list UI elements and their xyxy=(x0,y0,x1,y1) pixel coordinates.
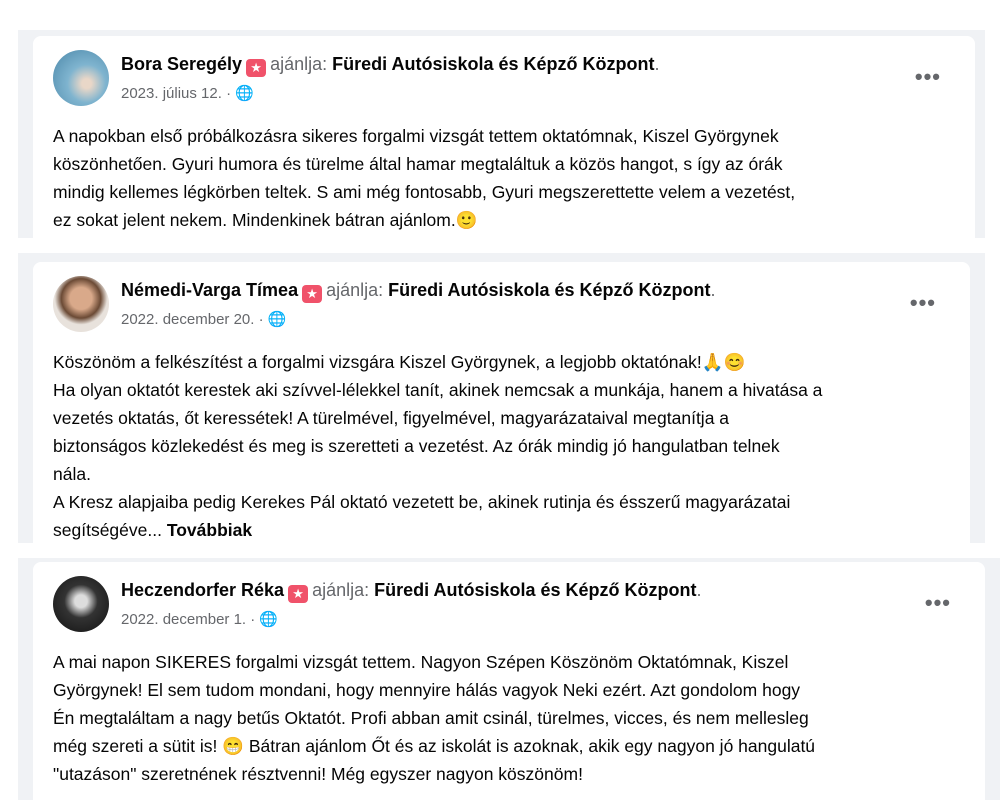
author-name[interactable]: Bora Seregély xyxy=(121,54,243,74)
avatar[interactable] xyxy=(53,576,109,632)
author-name[interactable]: Heczendorfer Réka xyxy=(121,580,285,600)
globe-icon: 🌐 xyxy=(235,85,254,102)
more-options-button[interactable]: ••• xyxy=(909,290,936,315)
avatar[interactable] xyxy=(53,276,109,332)
recommends-label: ajánlja: xyxy=(326,280,384,300)
recommend-star-icon: ★ xyxy=(246,59,266,77)
more-options-button[interactable]: ••• xyxy=(914,64,941,89)
post-date[interactable]: 2023. július 12. · xyxy=(121,85,232,102)
review-card: Bora Seregély ★ ajánlja: Füredi Autósiskola és Képző Központ. 2023. július 12. · 🌐 ••• A napokban első próbálkozásra sikeres forgalmi vizsgát tettem oktatómnak, Kiszel Györgynek köszönhetően. Gyuri humora és türelme által hamar megtaláltuk a közös hangot, s így az órák mindig kellemes légkörben teltek. S ami még fontosabb, Gyuri megszerettette velem a vezetést, ez sokat jelent nekem. Mindenkinek bátran ajánlom.🙂 xyxy=(33,36,975,238)
author-name[interactable]: Némedi-Varga Tímea xyxy=(121,280,299,300)
review-card: Heczendorfer Réka ★ ajánlja: Füredi Autósiskola és Képző Központ. 2022. december 1. · 🌐 ••• A mai napon SIKERES forgalmi vizsgát tettem. Nagyon Szépen Köszönöm Oktatómnak, Kiszel Györgynek! El sem tudom mondani, hogy mennyire hálás vagyok Neki ezért. Azt gondolom hogy Én megtaláltam a nagy betűs Oktatót. Profi abban amit csinál, türelmes, vicces, és nem mellesleg még szereti a sütit is! 😁 Bátran ajánlom Őt és az iskolát is azoknak, akik egy nagyon jó hangulatú "utazáson" szeretnének résztvenni! Még egyszer nagyon köszönöm! xyxy=(33,562,985,800)
review-text xyxy=(53,348,950,543)
globe-icon: 🌐 xyxy=(259,611,279,628)
more-options-button[interactable]: ••• xyxy=(924,590,951,615)
post-date[interactable]: 2022. december 20. · xyxy=(121,311,264,328)
review-screenshot-2 xyxy=(18,253,985,543)
page-link[interactable]: Füredi Autósiskola és Képző Központ xyxy=(332,54,655,74)
review-card: Némedi-Varga Tímea ★ ajánlja: Füredi Autósiskola és Képző Központ. 2022. december 20. · 🌐 ••• Köszönöm a felkészítést a forgalmi vizsgára Kiszel Györgynek, a legjobb oktatónak!🙏😊 Ha olyan oktatót kerestek aki szívvel-lélekkel tanít, akinek nemcsak a munkája, hanem a hivatása a vezetés oktatás, őt keressétek! A türelmével, figyelmével, magyarázataival megtanítja a biztonságos közlekedést és meg is szeretteti a vezetést. Az órák mindig jó hangulatban telnek nála. A Kresz alapjaiba pedig Kerekes Pál oktató vezetett be, akinek rutinja és ésszerű magyarázatai segítségéve... Továbbiak xyxy=(33,262,970,543)
review-screenshot-3 xyxy=(18,558,1000,800)
post-date[interactable]: 2022. december 1. · xyxy=(121,611,256,628)
recommend-star-icon: ★ xyxy=(288,585,308,603)
page-link[interactable]: Füredi Autósiskola és Képző Központ xyxy=(388,280,711,300)
recommends-label: ajánlja: xyxy=(312,580,370,600)
globe-icon: 🌐 xyxy=(267,311,287,328)
review-text-content: Köszönöm a felkészítést a forgalmi vizsgára Kiszel Györgynek, a legjobb oktatónak!🙏😊 Ha olyan oktatót kerestek aki szívvel-lélekkel tanít, akinek nemcsak a munkája, hanem a hivatása a vezetés oktatás, őt keressétek! A türelmével, figyelmével, magyarázataival megtanítja a biztonságos közlekedést és meg is szeretteti a vezetést. Az órák mindig jó hangulatban telnek nála. A Kresz alapjaiba pedig Kerekes Pál oktató vezetett be, akinek rutinja és ésszerű magyarázatai segítségéve... xyxy=(53,352,823,540)
page-link[interactable]: Füredi Autósiskola és Képző Központ xyxy=(374,580,697,600)
review-screenshot-1 xyxy=(18,30,985,238)
avatar[interactable] xyxy=(53,50,109,106)
review-text: A napokban első próbálkozásra sikeres forgalmi vizsgát tettem oktatómnak, Kiszel Györgynek köszönhetően. Gyuri humora és türelme által hamar megtaláltuk a közös hangot, s így az órák mindig kellemes légkörben teltek. S ami még fontosabb, Gyuri megszerettette velem a vezetést, ez sokat jelent nekem. Mindenkinek bátran ajánlom.🙂 xyxy=(53,126,796,230)
recommend-star-icon: ★ xyxy=(302,285,322,303)
review-text: A mai napon SIKERES forgalmi vizsgát tettem. Nagyon Szépen Köszönöm Oktatómnak, Kiszel Györgynek! El sem tudom mondani, hogy mennyire hálás vagyok Neki ezért. Azt gondolom hogy Én megtaláltam a nagy betűs Oktatót. Profi abban amit csinál, türelmes, vicces, és nem mellesleg még szereti a sütit is! 😁 Bátran ajánlom Őt és az iskolát is azoknak, akik egy nagyon jó hangulatú "utazáson" szeretnének résztvenni! Még egyszer nagyon köszönöm! xyxy=(53,652,816,784)
see-more-link[interactable]: Továbbiak xyxy=(166,520,253,540)
recommends-label: ajánlja: xyxy=(270,54,328,74)
